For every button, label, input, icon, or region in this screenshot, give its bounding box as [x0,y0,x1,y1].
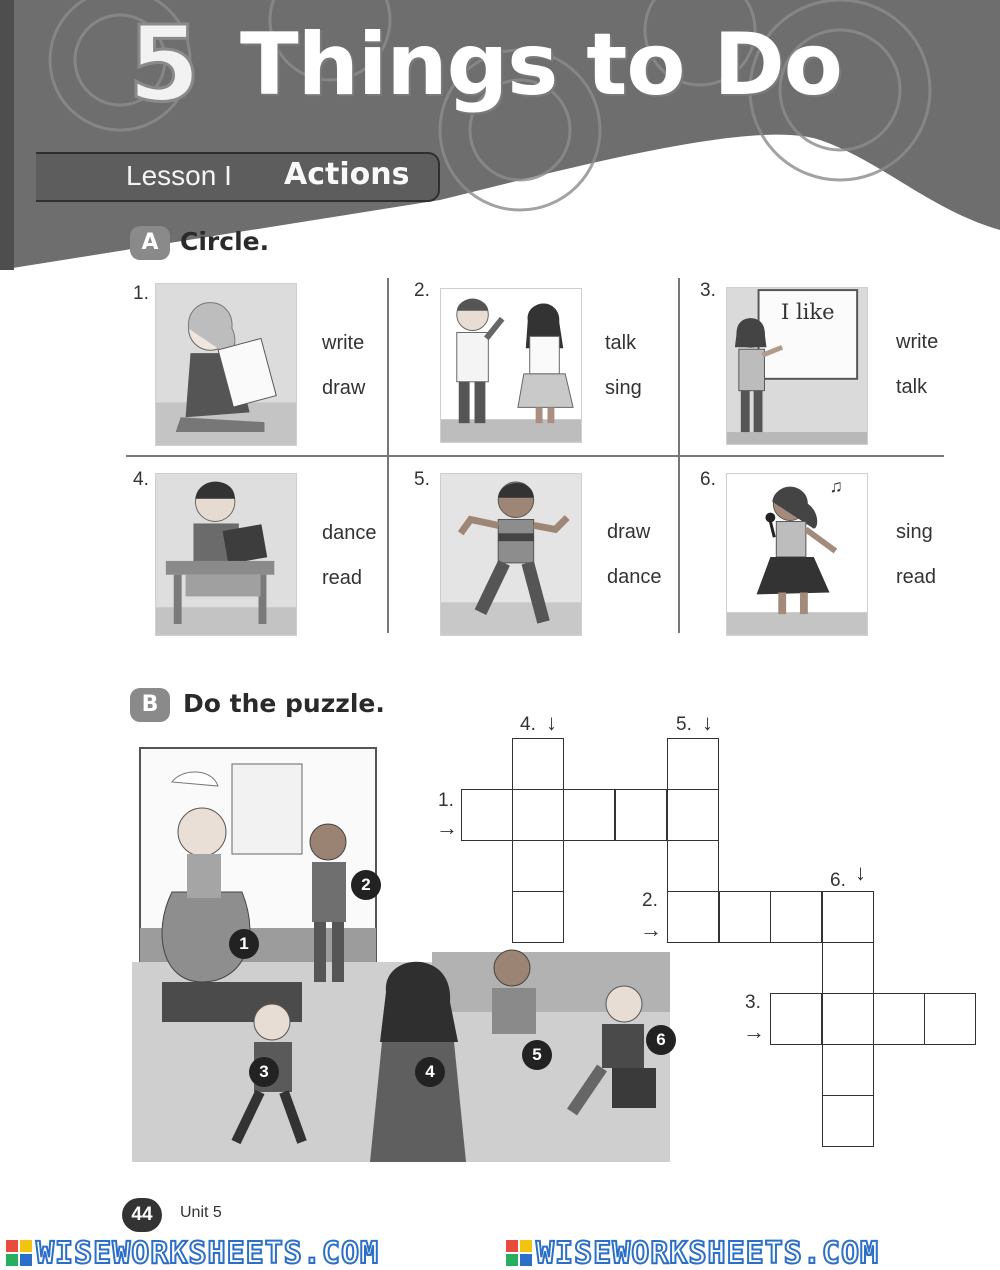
watermark-text: WISEWORKSHEETS.COM [536,1236,880,1270]
boy-dancing-picture [440,473,582,636]
unit-number: 5 [128,3,201,125]
girl-drawing-picture [155,283,297,446]
scene-marker-2: 2 [351,870,381,900]
item-1-number: 1. [133,283,149,304]
scene-marker-3: 3 [249,1057,279,1087]
item-3-option-2[interactable]: talk [896,376,928,398]
girl-singing-picture [726,473,868,636]
crossword-cell[interactable] [667,789,719,841]
clue-3-number: 3. [745,992,761,1013]
item-5-number: 5. [414,469,430,490]
item-6-option-2[interactable]: read [896,566,937,588]
board-text: I like [781,300,835,324]
crossword-cell[interactable] [770,993,822,1045]
lesson-name: Actions [284,157,410,192]
clue-2-number: 2. [642,890,658,911]
watermark-logo-icon [6,1240,32,1266]
crossword-cell[interactable] [667,738,719,790]
clue-6-number: 6. [830,870,846,891]
scene-marker-4: 4 [415,1057,445,1087]
item-2-number: 2. [414,280,430,301]
crossword-cell[interactable] [822,1095,874,1147]
item-4-number: 4. [133,469,149,490]
crossword-cell[interactable] [822,891,874,943]
down-arrow-icon: ↓ [546,710,557,735]
crossword-cell[interactable] [822,942,874,994]
right-arrow-icon: → [640,917,662,942]
item-4-option-1[interactable]: dance [322,522,377,544]
crossword-cell[interactable] [563,789,615,841]
section-b-title: Do the puzzle. [183,689,385,718]
crossword-cell[interactable] [667,840,719,892]
section-a-title: Circle. [180,227,270,256]
item-2-option-1[interactable]: talk [605,332,637,354]
crossword-cell[interactable] [615,789,667,841]
item-3-number: 3. [700,280,716,301]
section-a-badge: A [130,226,170,260]
down-arrow-icon: ↓ [855,860,866,885]
item-1-option-2[interactable]: draw [322,377,366,399]
item-2-option-2[interactable]: sing [605,377,642,399]
unit-label: Unit 5 [180,1204,222,1221]
crossword-cell[interactable] [822,993,874,1045]
item-5-option-2[interactable]: dance [607,566,662,588]
scene-marker-5: 5 [522,1040,552,1070]
lesson-label: Lesson I [126,160,232,191]
crossword-cell[interactable] [512,789,564,841]
crossword-cell[interactable] [719,891,771,943]
clue-4-number: 4. [520,714,536,735]
grid-divider-vertical-1 [387,278,389,633]
page-number: 44 [122,1198,162,1232]
crossword-cell[interactable] [461,789,513,841]
crossword-cell[interactable] [822,1044,874,1096]
girl-writing-on-board-picture [726,287,868,445]
item-5-option-1[interactable]: draw [607,521,651,543]
grid-divider-horizontal [126,455,944,457]
clue-1-number: 1. [438,790,454,811]
crossword-cell[interactable] [873,993,925,1045]
down-arrow-icon: ↓ [702,710,713,735]
right-arrow-icon: → [436,815,458,840]
crossword-cell[interactable] [924,993,976,1045]
scene-marker-1: 1 [229,929,259,959]
boy-and-girl-talking-picture [440,288,582,443]
watermark-logo-icon [506,1240,532,1266]
section-b-badge: B [130,688,170,722]
crossword-cell[interactable] [770,891,822,943]
clue-5-number: 5. [676,714,692,735]
item-1-option-1[interactable]: write [322,332,365,354]
crossword-cell[interactable] [512,738,564,790]
item-6-option-1[interactable]: sing [896,521,933,543]
crossword-cell[interactable] [512,840,564,892]
crossword-cell[interactable] [667,891,719,943]
unit-title: Things to Do [240,15,842,115]
item-6-number: 6. [700,469,716,490]
crossword-cell[interactable] [512,891,564,943]
svg-text:♫: ♫ [829,475,843,496]
grid-divider-vertical-2 [678,278,680,633]
right-arrow-icon: → [743,1019,765,1044]
item-3-option-1[interactable]: write [896,331,939,353]
item-4-option-2[interactable]: read [322,567,363,589]
watermark-text: WISEWORKSHEETS.COM [36,1236,380,1270]
boy-reading-picture [155,473,297,636]
scene-marker-6: 6 [646,1025,676,1055]
